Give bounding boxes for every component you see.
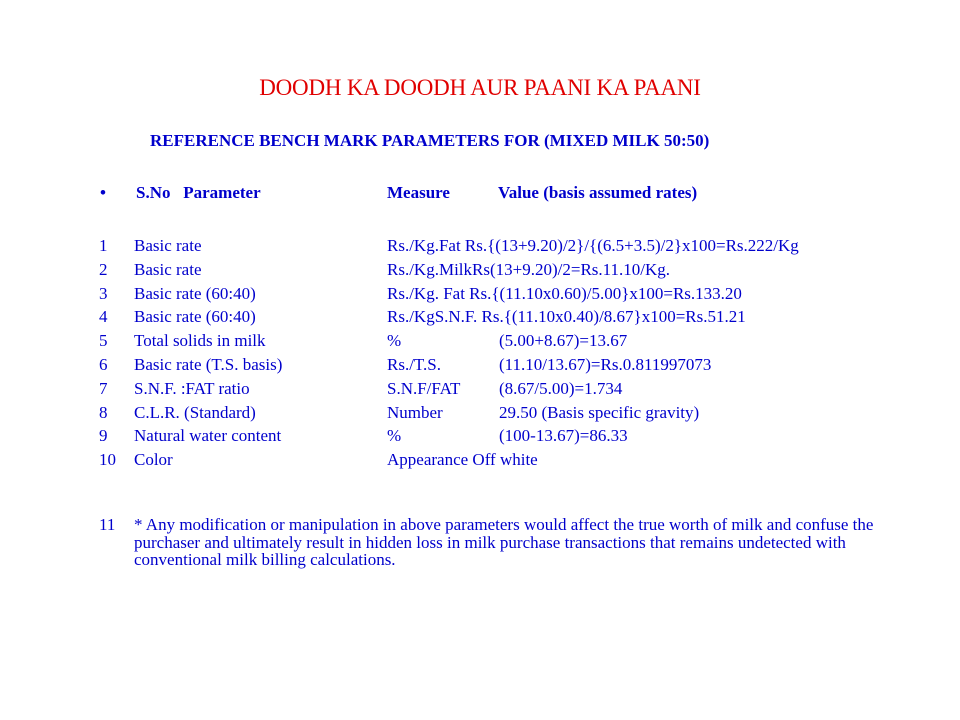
header-value: Value (basis assumed rates): [498, 183, 698, 202]
header-measure: Measure: [387, 183, 450, 202]
table-row: [99, 450, 939, 474]
row-parameter: Basic rate (T.S. basis): [134, 354, 283, 374]
row-parameter: Basic rate: [134, 259, 202, 279]
row-measure: %: [387, 426, 402, 446]
row-parameter: S.N.F. :FAT ratio: [134, 378, 250, 398]
row-parameter: Total solids in milk: [134, 331, 266, 351]
row-parameter: Natural water content: [134, 426, 282, 446]
row-number: 6: [99, 354, 108, 374]
row-number: 8: [99, 402, 108, 422]
row-measure: S.N.F/FAT: [387, 378, 461, 398]
row-measure-value: Rs./Kg. Fat Rs.{(11.10x0.60)/5.00}x100=Rs.133.20: [387, 283, 742, 303]
footnote-number: 11: [99, 515, 116, 534]
table-row: [99, 426, 939, 450]
row-value: (8.67/5.00)=1.734: [499, 378, 623, 398]
row-measure: Number: [387, 402, 443, 422]
row-number: 4: [99, 307, 108, 327]
row-value: (11.10/13.67)=Rs.0.811997073: [499, 354, 712, 374]
table-row: [99, 403, 939, 427]
table-row: [99, 260, 939, 284]
row-measure-value: Rs./Kg.MilkRs(13+9.20)/2=Rs.11.10/Kg.: [387, 259, 671, 279]
row-number: 9: [99, 426, 108, 446]
table-row: [99, 379, 939, 403]
row-number: 2: [99, 259, 108, 279]
footnote-text: * Any modification or manipulation in above parameters would affect the true worth of milk and confuse the purchaser and ultimately result in hidden loss in milk purchase transactions that remains undetected with conventional milk billing calculations.: [134, 515, 874, 569]
table-row: [99, 331, 939, 355]
table-row: [99, 236, 939, 260]
table-row: [99, 284, 939, 308]
table-row: [99, 307, 939, 331]
table-row: [99, 355, 939, 379]
row-number: 3: [99, 283, 108, 303]
row-value: (5.00+8.67)=13.67: [499, 331, 628, 351]
row-measure-value: Rs./Kg.Fat Rs.{(13+9.20)/2}/{(6.5+3.5)/2}x100=Rs.222/Kg: [387, 236, 799, 255]
header-sno: S.No: [136, 183, 171, 202]
row-number: 10: [99, 450, 116, 470]
row-number: 1: [99, 236, 108, 255]
row-measure: %: [387, 331, 402, 351]
row-parameter: Basic rate: [134, 236, 202, 255]
header-sno-parameter: [136, 183, 261, 203]
header-parameter: Parameter: [183, 183, 261, 202]
row-parameter: C.L.R. (Standard): [134, 402, 256, 422]
page-title: DOODH KA DOODH AUR PAANI KA PAANI: [259, 75, 701, 100]
row-number: 5: [99, 331, 108, 351]
row-value: (100-13.67)=86.33: [499, 426, 628, 446]
row-measure: Rs./T.S.: [387, 354, 442, 374]
row-number: 7: [99, 378, 108, 398]
row-measure-value: Appearance Off white: [387, 450, 538, 470]
subtitle: REFERENCE BENCH MARK PARAMETERS FOR (MIXED MILK 50:50): [150, 131, 710, 150]
parameter-table: [99, 236, 939, 474]
row-measure-value: Rs./KgS.N.F. Rs.{(11.10x0.40)/8.67}x100=Rs.51.21: [387, 307, 746, 327]
row-parameter: Basic rate (60:40): [134, 283, 256, 303]
row-value: 29.50 (Basis specific gravity): [499, 402, 700, 422]
bullet-icon: •: [100, 183, 106, 202]
row-parameter: Basic rate (60:40): [134, 307, 256, 327]
row-parameter: Color: [134, 450, 173, 470]
